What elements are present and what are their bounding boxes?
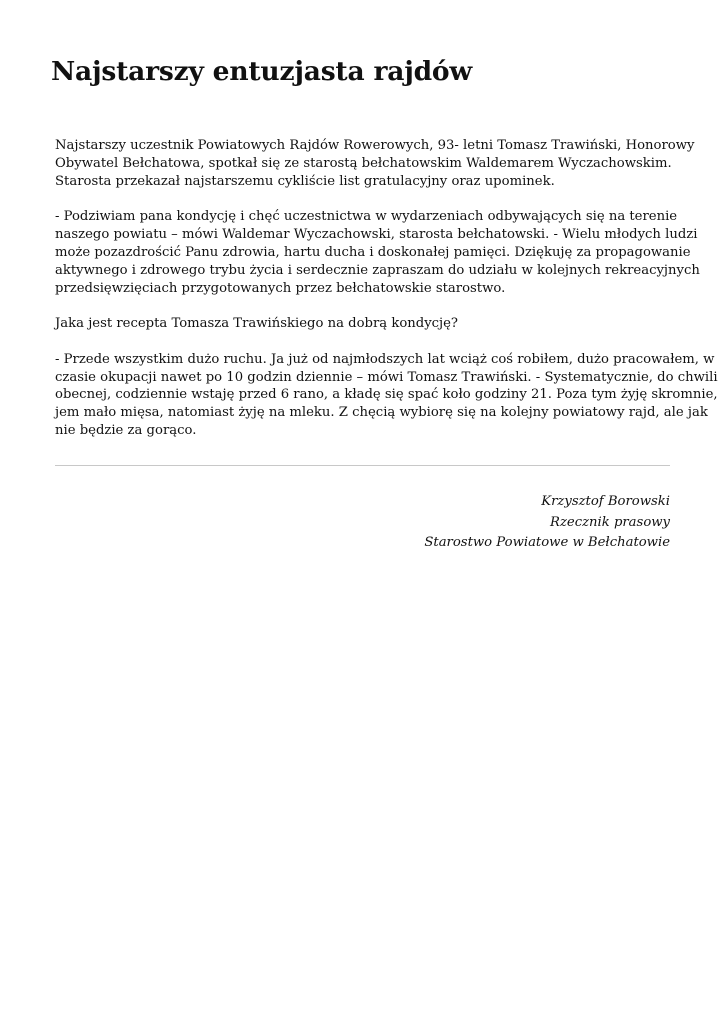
paragraph-quote-trawinski bbox=[55, 351, 718, 441]
paragraph-line: może pozazdrościć Panu zdrowia, hartu ducha i doskonałej pamięci. Dziękuję za propagowanie bbox=[55, 245, 691, 261]
paragraph-line: przedsięwzięciach przygotowanych przez bełchatowskie starostwo. bbox=[55, 280, 506, 296]
paragraph-line: nie będzie za gorąco. bbox=[55, 423, 197, 439]
paragraph-line: czasie okupacji nawet po 10 godzin dziennie – mówi Tomasz Trawiński. - Systematycznie, do chwili bbox=[55, 369, 718, 385]
paragraph-question bbox=[55, 315, 675, 333]
paragraph-intro bbox=[55, 137, 695, 191]
paragraph-line: Najstarszy uczestnik Powiatowych Rajdów Rowerowych, 93- letni Tomasz Trawiński, Honorowy bbox=[55, 138, 695, 153]
signature-organization: Starostwo Powiatowe w Bełchatowie bbox=[424, 535, 670, 550]
paragraph-line: Starosta przekazał najstarszemu cykliście list gratulacyjny oraz upominek. bbox=[55, 173, 555, 189]
paragraph-line: Obywatel Bełchatowa, spotkał się ze starostą bełchatowskim Waldemarem Wyczachowskim. bbox=[55, 155, 672, 171]
article-body bbox=[55, 137, 718, 458]
paragraph-line: - Podziwiam pana kondycję i chęć uczestnictwa w wydarzeniach odbywających się na terenie bbox=[55, 209, 678, 225]
paragraph-line: naszego powiatu – mówi Waldemar Wyczachowski, starosta bełchatowski. - Wielu młodych ludzi bbox=[55, 227, 698, 243]
paragraph-line: - Przede wszystkim dużo ruchu. Ja już od najmłodszych lat wciąż coś robiłem, dużo pracowałem, w bbox=[55, 351, 715, 367]
paragraph-line: Jaka jest recepta Tomasza Trawińskiego na dobrą kondycję? bbox=[55, 316, 458, 332]
signature-role: Rzecznik prasowy bbox=[550, 514, 670, 530]
paragraph-line: jem mało mięsa, natomiast żyję na mleku. Z chęcią wybiorę się na kolejny powiatowy rajd, ale jak bbox=[55, 405, 708, 421]
page-title: Najstarszy entuzjasta rajdów bbox=[51, 56, 473, 87]
signature-block bbox=[424, 492, 670, 554]
signature-name: Krzysztof Borowski bbox=[541, 494, 670, 509]
divider bbox=[55, 465, 670, 466]
paragraph-line: aktywnego i zdrowego trybu życia i serdecznie zapraszam do udziału w kolejnych rekreacyjnych bbox=[55, 262, 700, 278]
paragraph-quote-starosta bbox=[55, 208, 700, 298]
paragraph-line: obecnej, codziennie wstaję przed 6 rano, a kładę się spać koło godziny 21. Poza tym żyję skromnie, bbox=[55, 387, 718, 403]
